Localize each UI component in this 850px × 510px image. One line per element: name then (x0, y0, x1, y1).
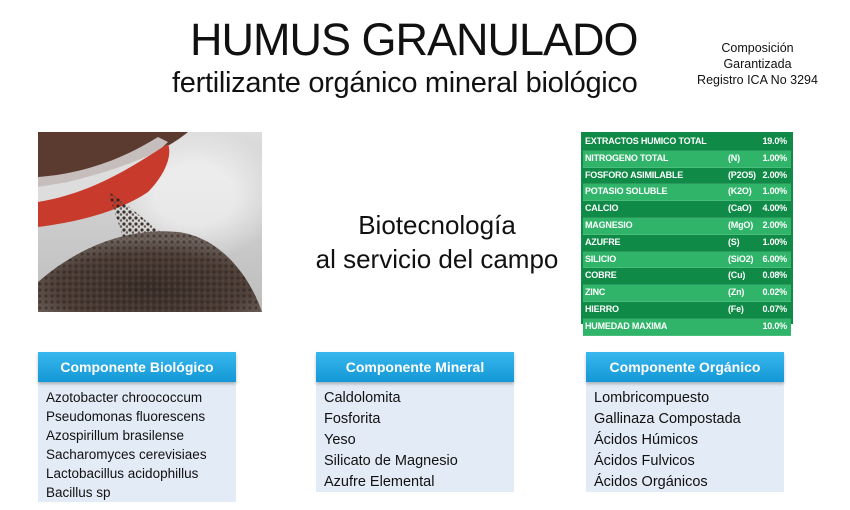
card-items (324, 388, 508, 493)
nutrient-value: 19.0% (762, 136, 787, 146)
list-item: Azotobacter chroococcum (46, 390, 203, 405)
nutrient-value: 1.00% (762, 152, 787, 163)
nutrient-name: NITROGENO TOTAL (585, 152, 669, 163)
list-item: Gallinaza Compostada (594, 411, 741, 427)
list-item: Ácidos Húmicos (594, 432, 698, 448)
nutrient-name: HIERRO (585, 303, 619, 314)
list-item: Silicato de Magnesio (324, 453, 458, 469)
nutrient-symbol: (Fe) (728, 303, 744, 314)
nutrient-symbol: (P2O5) (728, 169, 756, 180)
nutrient-name: CALCIO (585, 203, 619, 214)
composition-row (583, 252, 791, 269)
nutrient-value: 4.00% (762, 203, 787, 214)
nutrient-name: ZINC (585, 287, 606, 298)
nutrient-name: COBRE (585, 270, 617, 281)
nutrient-value: 1.00% (762, 186, 787, 197)
list-item: Fosforita (324, 411, 381, 427)
nutrient-value: 2.00% (762, 169, 787, 180)
card-componente-organico (586, 352, 784, 492)
composition-row (583, 319, 791, 336)
nutrient-name: POTASIO SOLUBLE (585, 186, 668, 197)
page-subtitle: fertilizante orgánico mineral biológico (172, 67, 638, 99)
nutrient-value: 0.08% (762, 270, 787, 281)
nutrient-name: HUMEDAD MAXIMA (585, 320, 668, 331)
composition-row (583, 268, 791, 285)
nutrient-symbol: (K2O) (728, 186, 752, 197)
nutrient-value: 0.07% (762, 303, 787, 314)
nutrient-symbol: (Cu) (728, 270, 746, 281)
list-item: Ácidos Fulvicos (594, 453, 695, 469)
product-photo (38, 132, 262, 312)
list-item: Lactobacillus acidophillus (46, 466, 199, 481)
slogan-line: Biotecnología (358, 210, 516, 240)
list-item: Azospirillum brasilense (46, 428, 185, 443)
nutrient-name: SILICIO (585, 253, 617, 264)
composition-row (583, 134, 791, 151)
nutrient-value: 2.00% (762, 219, 787, 230)
list-item: Caldolomita (324, 390, 401, 406)
nutrient-symbol: (S) (728, 236, 740, 247)
nutrient-value: 6.00% (762, 253, 787, 264)
composition-row (583, 218, 791, 235)
composition-row (583, 168, 791, 185)
nutrient-name: AZUFRE (585, 236, 621, 247)
page-title: HUMUS GRANULADO (190, 14, 638, 65)
list-item: Lombricompuesto (594, 390, 710, 406)
list-item: Bacillus sp (46, 485, 111, 500)
nutrient-name: EXTRACTOS HUMICO TOTAL (585, 136, 707, 146)
card-items (594, 388, 778, 493)
nutrient-symbol: (SiO2) (728, 253, 754, 264)
composition-table (581, 132, 793, 331)
nutrient-symbol: (CaO) (728, 203, 752, 214)
registration-line: Registro ICA No 3294 (697, 73, 818, 87)
card-items (46, 388, 230, 502)
registration-block (680, 40, 835, 88)
list-item: Yeso (324, 432, 356, 448)
nutrient-symbol: (MgO) (728, 219, 753, 230)
composition-row (583, 235, 791, 252)
composition-row (583, 151, 791, 168)
slogan-line: al servicio del campo (315, 244, 559, 274)
composition-row (583, 285, 791, 302)
card-header: Componente Biológico (38, 352, 236, 382)
nutrient-name: MAGNESIO (585, 219, 633, 230)
nutrient-value: 1.00% (762, 236, 787, 247)
slogan (292, 208, 582, 276)
card-header: Componente Orgánico (586, 352, 784, 382)
card-componente-mineral (316, 352, 514, 492)
nutrient-symbol: (N) (728, 152, 740, 163)
list-item: Pseudomonas fluorescens (46, 409, 206, 424)
registration-line: Composición (721, 41, 794, 55)
list-item: Sacharomyces cerevisiaes (46, 447, 207, 462)
registration-line: Garantizada (723, 57, 792, 71)
nutrient-value: 10.0% (762, 320, 787, 331)
list-item: Ácidos Orgánicos (594, 474, 708, 490)
nutrient-value: 0.02% (762, 287, 787, 298)
nutrient-name: FOSFORO ASIMILABLE (585, 169, 684, 180)
composition-row (583, 184, 791, 201)
composition-row (583, 302, 791, 319)
composition-row (583, 201, 791, 218)
nutrient-symbol: (Zn) (728, 287, 745, 298)
list-item: Azufre Elemental (324, 474, 435, 490)
card-header: Componente Mineral (316, 352, 514, 382)
card-componente-biologico (38, 352, 236, 502)
